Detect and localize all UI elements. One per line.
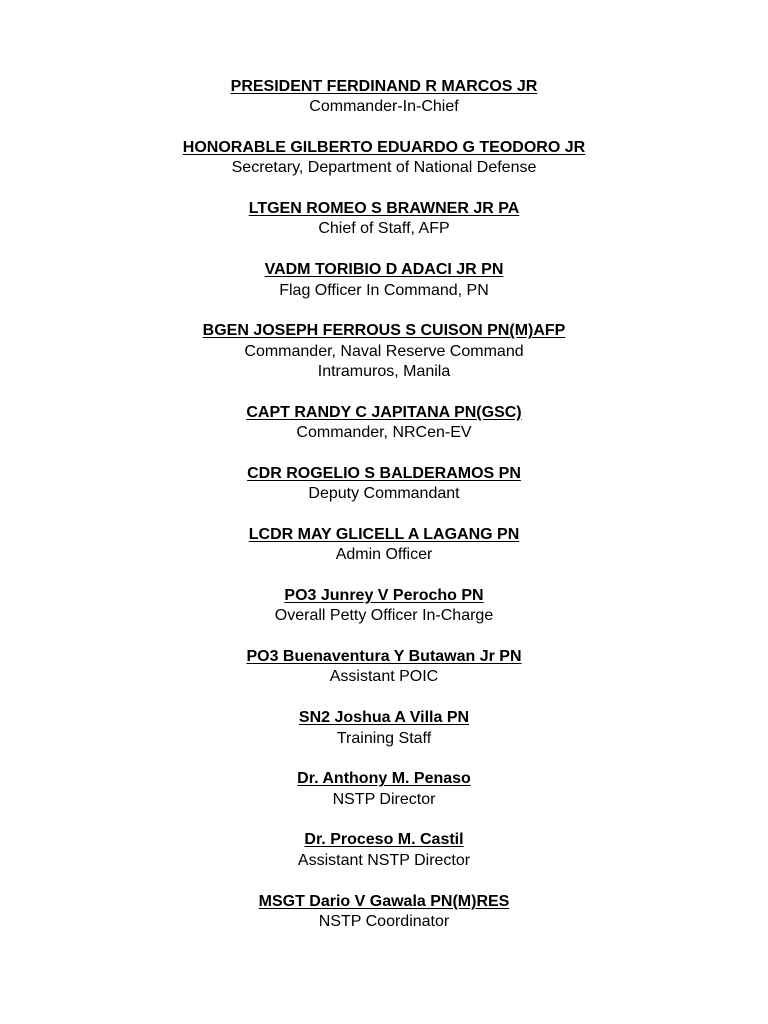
entry-president xyxy=(0,77,768,118)
entry-name: PRESIDENT FERDINAND R MARCOS JR xyxy=(230,78,538,95)
entry-overall-poic xyxy=(0,586,768,627)
entry-nstp-director xyxy=(0,769,768,810)
entry-training-staff xyxy=(0,708,768,749)
entry-name: BGEN JOSEPH FERROUS S CUISON PN(M)AFP xyxy=(202,322,566,340)
entry-name: PO3 Buenaventura Y Butawan Jr PN xyxy=(246,648,522,666)
entry-role: Overall Petty Officer In-Charge xyxy=(274,607,494,625)
entry-secretary-dnd xyxy=(0,138,768,179)
entry-name: CAPT RANDY C JAPITANA PN(GSC) xyxy=(246,403,522,421)
entry-role: Training Staff xyxy=(336,729,432,747)
entry-name: LCDR MAY GLICELL A LAGANG PN xyxy=(248,525,520,543)
entry-role: Deputy Commandant xyxy=(308,485,460,503)
entry-name: LTGEN ROMEO S BRAWNER JR PA xyxy=(248,200,520,218)
entry-role: Assistant NSTP Director xyxy=(297,851,471,869)
entry-role: Commander-In-Chief xyxy=(309,98,459,116)
entry-chief-of-staff xyxy=(0,199,768,240)
entry-role: NSTP Director xyxy=(332,790,436,808)
entry-name: VADM TORIBIO D ADACI JR PN xyxy=(264,261,504,279)
entry-nstp-coordinator xyxy=(0,892,768,933)
entry-name: HONORABLE GILBERTO EDUARDO G TEODORO JR xyxy=(182,139,586,157)
entry-name: SN2 Joshua A Villa PN xyxy=(298,709,470,727)
entry-role: Chief of Staff, AFP xyxy=(318,220,450,238)
entry-role: Commander, NRCen-EV xyxy=(296,424,472,442)
entry-assistant-poic xyxy=(0,647,768,688)
entry-deputy-commandant xyxy=(0,464,768,505)
entry-name: MSGT Dario V Gawala PN(M)RES xyxy=(258,892,510,910)
entry-role: Assistant POIC xyxy=(329,668,439,686)
entry-role-location: Intramuros, Manila xyxy=(317,362,451,380)
entry-name: PO3 Junrey V Perocho PN xyxy=(284,587,484,605)
entry-admin-officer xyxy=(0,525,768,566)
entry-name: Dr. Proceso M. Castil xyxy=(304,831,464,849)
entry-navresercom-commander xyxy=(0,321,768,382)
entry-name: Dr. Anthony M. Penaso xyxy=(297,770,471,788)
entry-role: NSTP Coordinator xyxy=(318,912,450,930)
entry-assistant-nstp-director xyxy=(0,830,768,871)
entry-role: Commander, Naval Reserve Command xyxy=(244,342,524,360)
entry-nrcen-commander xyxy=(0,403,768,444)
entry-name: CDR ROGELIO S BALDERAMOS PN xyxy=(247,464,521,482)
entry-role: Flag Officer In Command, PN xyxy=(279,281,489,299)
entry-role: Admin Officer xyxy=(335,546,433,564)
entry-flag-officer xyxy=(0,260,768,301)
entry-role: Secretary, Department of National Defense xyxy=(231,159,537,177)
